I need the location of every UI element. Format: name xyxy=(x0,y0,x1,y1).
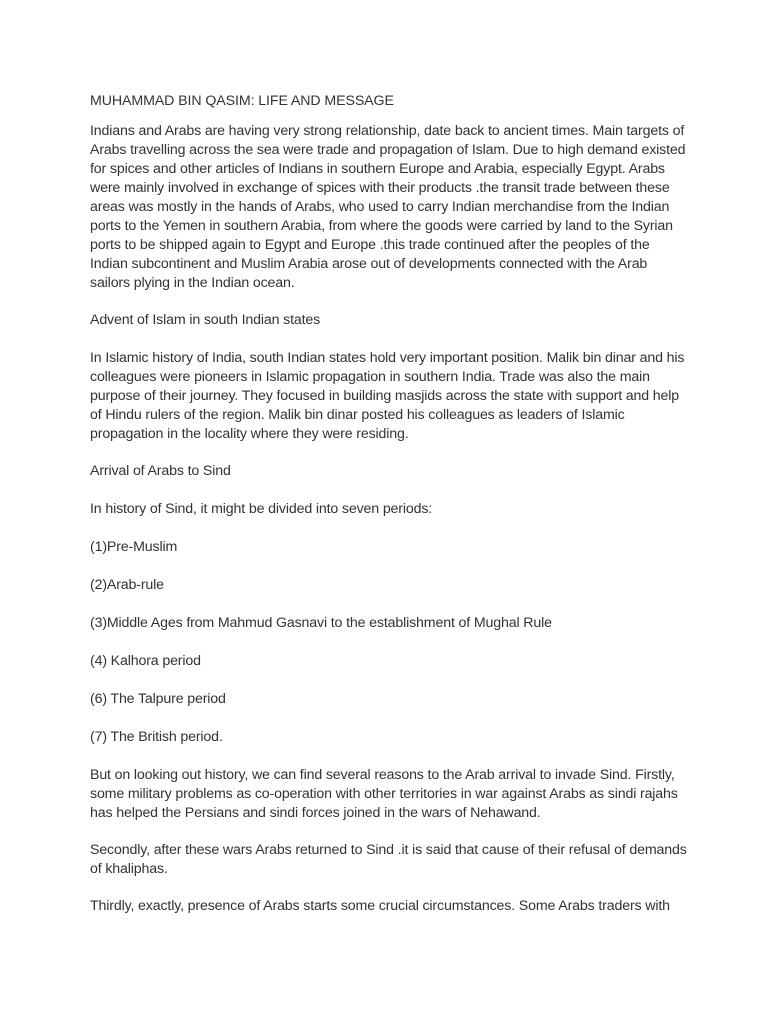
thirdly-paragraph: Thirdly, exactly, presence of Arabs starts some crucial circumstances. Some Arabs traders with xyxy=(90,898,670,914)
period-item: (6) The Talpure period xyxy=(90,691,226,707)
period-item: (3)Middle Ages from Mahmud Gasnavi to the establishment of Mughal Rule xyxy=(90,615,552,631)
period-item: (2)Arab-rule xyxy=(90,577,164,593)
document-page xyxy=(90,92,690,934)
advent-paragraph: In Islamic history of India, south Indian states hold very important position. Malik bin dinar and his colleagues were pioneers in Islamic propagation in southern India. Trade was also the main purpose of their journey. They focused in building masjids across the state with support and help of Hindu rulers of the region. Malik bin dinar posted his colleagues as leaders of Islamic propagation in the locality where they were residing. xyxy=(90,350,685,442)
period-item: (1)Pre-Muslim xyxy=(90,539,178,555)
section-heading-advent: Advent of Islam in south Indian states xyxy=(90,312,321,328)
period-item: (4) Kalhora period xyxy=(90,653,201,669)
document-title: MUHAMMAD BIN QASIM: LIFE AND MESSAGE xyxy=(90,93,394,109)
intro-paragraph: Indians and Arabs are having very strong relationship, date back to ancient times. Main targets of Arabs travelling across the sea were trade and propagation of Islam. Due to high demand existed for spices and other articles of Indians in southern Europe and Arabia, especially Egypt. Arabs were mainly involved in exchange of spices with their products .the transit trade between these areas was mostly in the hands of Arabs, who used to carry Indian merchandise from the Indian ports to the Yemen in southern Arabia, from where the goods were carried by land to the Syrian ports to be shipped again to Egypt and Europe .this trade continued after the peoples of the Indian subcontinent and Muslim Arabia arose out of developments connected with the Arab sailors plying in the Indian ocean. xyxy=(90,123,686,291)
periods-intro: In history of Sind, it might be divided into seven periods: xyxy=(90,501,433,517)
section-heading-arrival: Arrival of Arabs to Sind xyxy=(90,463,231,479)
period-item: (7) The British period. xyxy=(90,729,223,745)
secondly-paragraph: Secondly, after these wars Arabs returned to Sind .it is said that cause of their refusal of demands of khaliphas. xyxy=(90,842,687,877)
reasons-paragraph: But on looking out history, we can find several reasons to the Arab arrival to invade Sind. Firstly, some military problems as co-operation with other territories in war against Arabs as sindi rajahs has helped the Persians and sindi forces joined in the wars of Nehawand. xyxy=(90,767,678,821)
